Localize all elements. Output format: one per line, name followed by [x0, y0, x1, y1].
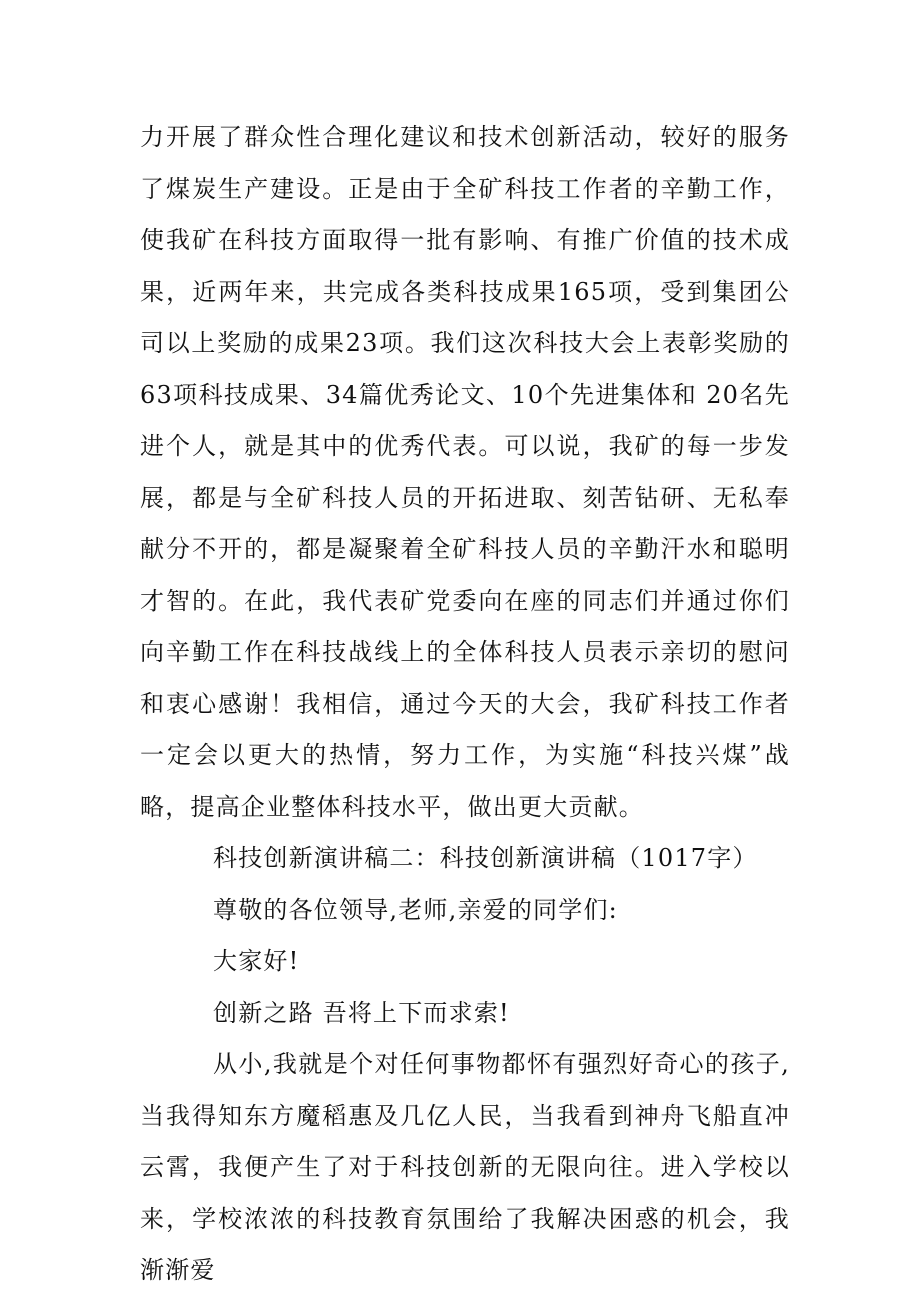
paragraph-body-continued: 力开展了群众性合理化建议和技术创新活动，较好的服务了煤炭生产建设。正是由于全矿科技工作者的辛勤工作，使我矿在科技方面取得一批有影响、有推广价值的技术成果，近两年来，共完成各类科技成果165项，受到集团公司以上奖励的成果23项。我们这次科技大会上表彰奖励的63项科技成果、34篇优秀论文、10个先进集体和 20名先进个人，就是其中的优秀代表。可以说，我矿的每一步发展，都是与全矿科技人员的开拓进取、刻苦钻研、无私奉献分不开的，都是凝聚着全矿科技人员的辛勤汗水和聪明才智的。在此，我代表矿党委向在座的同志们并通过你们向辛勤工作在科技战线上的全体科技人员表示亲切的慰问和衷心感谢！我相信，通过今天的大会，我矿科技工作者一定会以更大的热情，努力工作，为实施“科技兴煤”战略，提高企业整体科技水平，做出更大贡献。: [140, 123, 790, 821]
speech-heading: 科技创新演讲稿二：科技创新演讲稿（1017字）: [213, 844, 758, 872]
paragraph-speech-body: 从小,我就是个对任何事物都怀有强烈好奇心的孩子,当我得知东方魔稻惠及几亿人民，当我看到神舟飞船直冲云霄，我便产生了对于科技创新的无限向往。进入学校以来，学校浓浓的科技教育氛围给了我解决困惑的机会，我渐渐爱: [140, 1050, 790, 1284]
salutation: 尊敬的各位领导,老师,亲爱的同学们:: [213, 895, 618, 924]
speech-title-line: 创新之路 吾将上下而求索!: [213, 998, 510, 1027]
document-body: [140, 112, 790, 1297]
greeting: 大家好!: [213, 947, 300, 975]
